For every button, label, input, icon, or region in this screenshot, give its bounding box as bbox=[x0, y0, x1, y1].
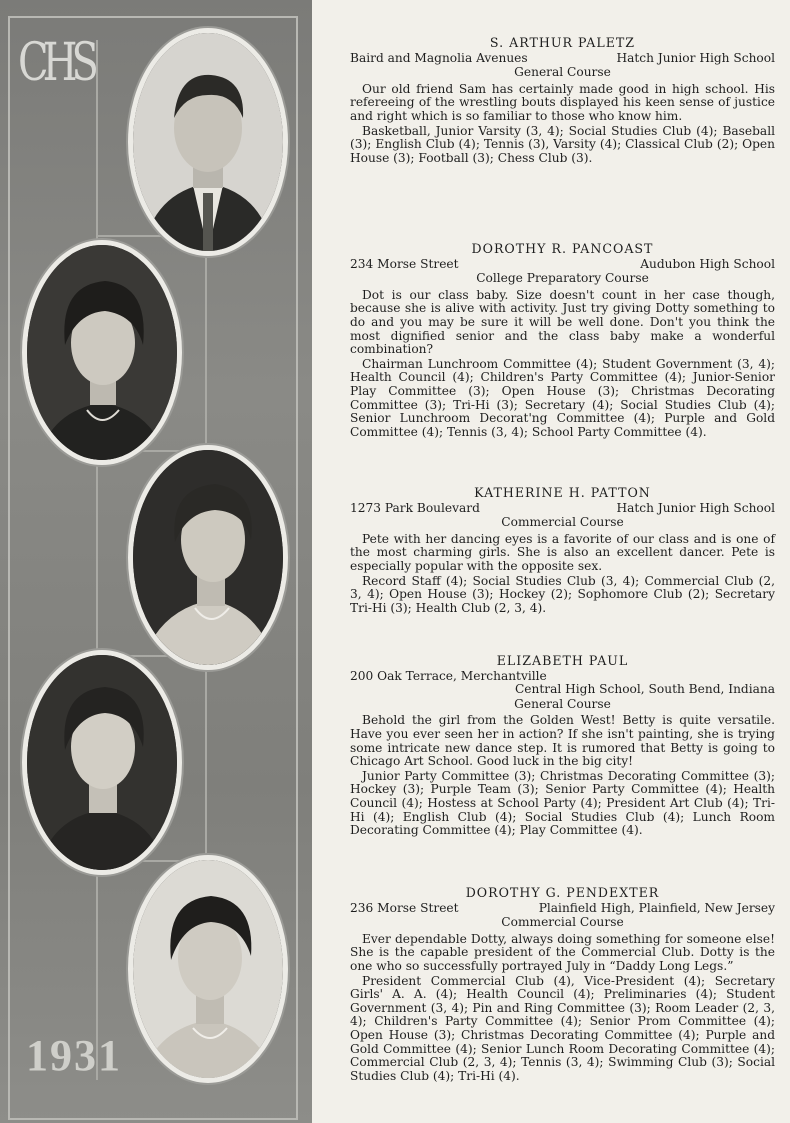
biography: Pete with her dancing eyes is a favorite of our class and is one of the most charming girls. She is also an excellent dancer. Pete is especially popular with the opposite sex. bbox=[350, 531, 775, 573]
home-address: 1273 Park Boulevard bbox=[350, 500, 480, 515]
senior-entry bbox=[350, 654, 775, 838]
biography: Dot is our class baby. Size doesn't count in her case though, because she is alive with activity. Just try giving Dotty something to do and you may be sure it will be well done. Don't you think the most dignified senior and the class baby make a wonderful combination? bbox=[350, 287, 775, 357]
home-address: 236 Morse Street bbox=[350, 900, 459, 915]
senior-entry bbox=[350, 36, 775, 165]
biography: Ever dependable Dotty, always doing something for someone else! She is the capable president of the Commercial Club. Dotty is the one who so successfully portrayed July in “Daddy Long Legs.” bbox=[350, 931, 775, 973]
senior-entry bbox=[350, 486, 775, 615]
biography: Behold the girl from the Golden West! Betty is quite versatile. Have you ever seen her in action? If she isn't painting, she is trying some intricate new dance step. It is rumored that Betty is going to Chicago Art School. Good luck in the big city! bbox=[350, 713, 775, 769]
senior-name: DOROTHY R. PANCOAST bbox=[471, 241, 654, 256]
portrait-pendexter bbox=[128, 855, 288, 1083]
senior-entry bbox=[350, 886, 775, 1083]
activities: Basketball, Junior Varsity (3, 4); Social Studies Club (4); Baseball (3); English Club (4); Tennis (3), Varsity (4); Classical Club (2); Open House (3); Football (3); Chess Club (3). bbox=[350, 123, 775, 165]
portrait-pancoast bbox=[22, 240, 182, 465]
previous-school: Hatch Junior High School bbox=[616, 50, 775, 65]
senior-name: KATHERINE H. PATTON bbox=[474, 485, 651, 500]
address-row bbox=[350, 902, 775, 916]
senior-name: DOROTHY G. PENDEXTER bbox=[465, 885, 660, 900]
home-address: 234 Morse Street bbox=[350, 256, 459, 271]
activities: Junior Party Committee (3); Christmas Decorating Committee (3); Hockey (3); Purple Team (3); Senior Party Committee (4); Health Council (4); Hostess at School Party (4); President Art Club (4); Tri-Hi (4); English Club (4); Social Studies Club (4); Lunch Room Decorating Committee (4); Play Committee (4). bbox=[350, 768, 775, 838]
course: College Preparatory Course bbox=[476, 271, 649, 286]
address-row bbox=[350, 502, 775, 516]
panel-divider bbox=[96, 40, 98, 1080]
course: General Course bbox=[514, 65, 611, 80]
senior-name: ELIZABETH PAUL bbox=[496, 653, 629, 668]
activities: Chairman Lunchroom Committee (4); Student Government (3, 4); Health Council (4); Children's Party Committee (4); Junior-Senior Play Committee (3); Open House (3); Christmas Decorating Committee (3); Tri-Hi (3); Secretary (4); Social Studies Club (4); Senior Lunchroom Decorat'ng Committee (4); Purple and Gold Committee (4); Tennis (3, 4); School Party Committee (4). bbox=[350, 356, 775, 439]
previous-school: Plainfield High, Plainfield, New Jersey bbox=[538, 900, 775, 915]
activities: President Commercial Club (4), Vice-President (4); Secretary Girls' A. A. (4); Health Council (4); Preliminaries (4); Student Government (3, 4); Pin and Ring Committee (3); Room Leader (2, 3, 4); Children's Party Committee (4); Senior Prom Committee (4); Open House (3); Christmas Decorating Committee (4); Purple and Gold Committee (4); Senior Lunch Room Decorating Committee (4); Commercial Club (2, 3, 4); Tennis (3, 4); Swimming Club (3); Social Studies Club (4); Tri-Hi (4). bbox=[350, 973, 775, 1083]
photo-panel bbox=[0, 0, 312, 1123]
activities: Record Staff (4); Social Studies Club (3, 4); Commercial Club (2, 3, 4); Open House (3); Hockey (2); Sophomore Club (2); Secretary Tri-Hi (3); Health Club (2, 3, 4). bbox=[350, 573, 775, 615]
portrait-paletz bbox=[128, 28, 288, 256]
biography: Our old friend Sam has certainly made good in high school. His refereeing of the wrestling bouts displayed his keen sense of justice and right which is so familiar to those who know him. bbox=[350, 81, 775, 123]
course: General Course bbox=[514, 696, 611, 711]
course: Commercial Course bbox=[501, 515, 624, 530]
portrait-paul bbox=[22, 650, 182, 875]
previous-school: Central High School, South Bend, Indiana bbox=[514, 682, 775, 697]
home-address: 200 Oak Terrace, Merchantville bbox=[350, 668, 547, 683]
previous-school: Hatch Junior High School bbox=[616, 500, 775, 515]
address-row bbox=[350, 258, 775, 272]
portrait-patton bbox=[128, 445, 288, 670]
home-address: Baird and Magnolia Avenues bbox=[350, 50, 528, 65]
previous-school: Audubon High School bbox=[640, 256, 775, 271]
school-crest: CHS bbox=[18, 33, 93, 93]
class-year: 1931 bbox=[26, 1031, 122, 1080]
senior-entry bbox=[350, 242, 775, 439]
course: Commercial Course bbox=[501, 915, 624, 930]
senior-name: S. ARTHUR PALETZ bbox=[489, 35, 636, 50]
address-row bbox=[350, 52, 775, 66]
